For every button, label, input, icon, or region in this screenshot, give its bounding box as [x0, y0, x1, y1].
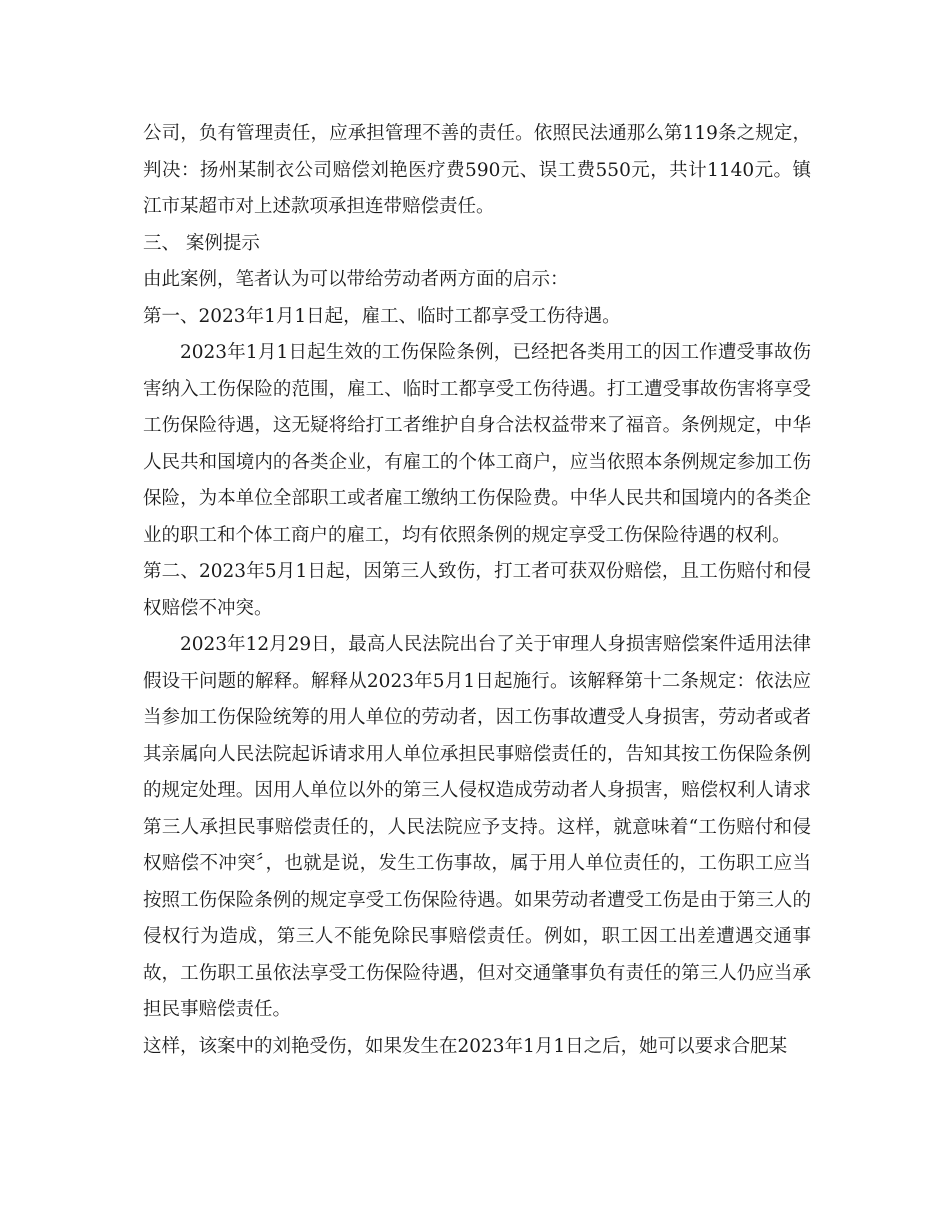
paragraph-intro: 由此案例，笔者认为可以带给劳动者两方面的启示：	[143, 269, 569, 290]
paragraph-point-two-body: 2023年12月29日，最高人民法院出台了关于审理人身损害赔偿案件适用法律假设干问题的解释。解释从2023年5月1日起施行。该解释第十二条规定：依法应当参加工伤保险统筹的用人单位的劳动者，因工伤事故遭受人身损害，劳动者或者其亲属向人民法院起诉请求用人单位承担民事赔偿责任的，告知其按工伤保险条例的规定处理。因用人单位以外的第三人侵权造成劳动者人身损害，赔偿权利人请求第三人承担民事赔偿责任的，人民法院应予支持。这样，就意味着“工伤赔付和侵权赔偿不冲突〞，也就是说，发生工伤事故，属于用人单位责任的，工伤职工应当按照工伤保险条例的规定享受工伤保险待遇。如果劳动者遭受工伤是由于第三人的侵权行为造成，第三人不能免除民事赔偿责任。例如，职工因工出差遭遇交通事故，工伤职工虽依法享受工伤保险待遇，但对交通肇事负有责任的第三人仍应当承担民事赔偿责任。	[143, 634, 811, 1020]
paragraph-point-two-title: 第二、2023年5月1日起，因第三人致伤，打工者可获双份赔偿，且工伤赔付和侵权赔偿不冲突。	[143, 561, 811, 619]
paragraph-point-one-body: 2023年1月1日起生效的工伤保险条例，已经把各类用工的因工作遭受事故伤害纳入工伤保险的范围，雇工、临时工都享受工伤待遇。打工遭受事故伤害将享受工伤保险待遇，这无疑将给打工者维护自身合法权益带来了福音。条例规定，中华人民共和国境内的各类企业，有雇工的个体工商户，应当依照本条例规定参加工伤保险，为本单位全部职工或者雇工缴纳工伤保险费。中华人民共和国境内的各类企业的职工和个体工商户的雇工，均有依照条例的规定享受工伤保险待遇的权利。	[143, 342, 811, 546]
document-body	[143, 116, 811, 1065]
paragraph-judgment: 公司，负有管理责任，应承担管理不善的责任。依照民法通那么第119条之规定，判决：扬州某制衣公司赔偿刘艳医疗费590元、误工费550元，共计1140元。镇江市某超市对上述款项承担连带赔偿责任。	[143, 123, 811, 217]
section-heading-case-tips: 三、 案例提示	[143, 232, 260, 254]
paragraph-conclusion: 这样，该案中的刘艳受伤，如果发生在2023年1月1日之后，她可以要求合肥某	[143, 1035, 788, 1057]
paragraph-point-one-title: 第一、2023年1月1日起，雇工、临时工都享受工伤待遇。	[143, 305, 621, 327]
